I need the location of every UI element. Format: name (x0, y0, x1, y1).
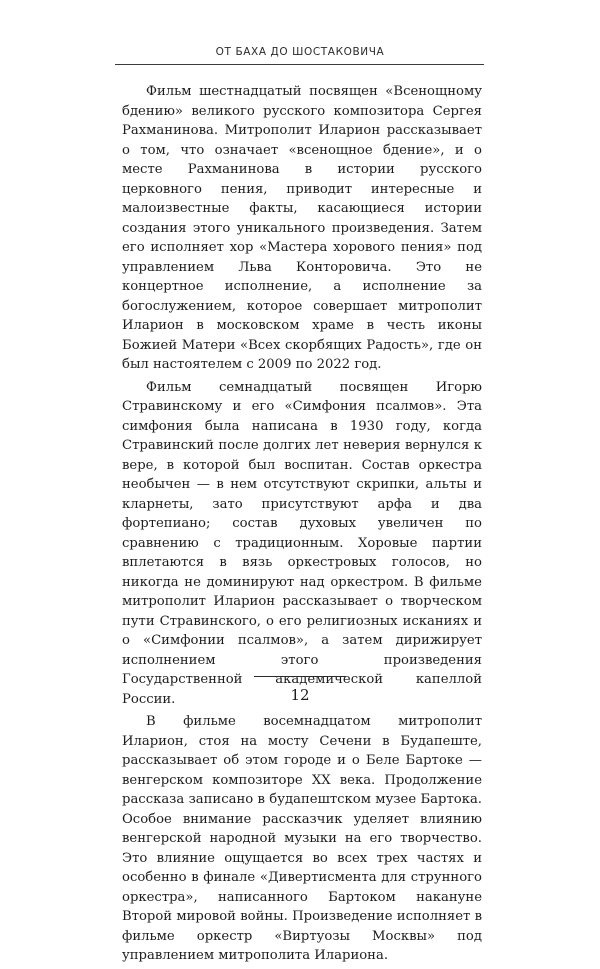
paragraph: В фильме восемнадцатом митрополит Иларион, стоя на мосту Сечени в Будапеште, рассказывает об этом городе и о Беле Бартоке — венгерском композиторе XX века. Продолжение рассказа записано в будапештском музее Бартока. Особое внимание рассказчик уделяет влиянию венгерской народной музыки на его творчество. Это влияние ощущается во всех трех частях и особенно в финале «Дивертисмента для струнного оркестра», написанного Бартоком накануне Второй мировой войны. Произведение исполняет в фильме оркестр «Виртуозы Москвы» под управлением митрополита Илариона. (122, 714, 482, 963)
paragraph: Фильм шестнадцатый посвящен «Всенощному бдению» великого русского композитора Сергея Рахманинова. Митрополит Иларион рассказывает о том, что означает «всенощное бдение», и о месте Рахманинова в истории русского церковного пения, приводит интересные и малоизвестные факты, касающиеся истории создания этого уникального произведения. Затем его исполняет хор «Мастера хорового пения» под управлением Льва Конторовича. Это не концертное исполнение, а исполнение за богослужением, которое совершает митрополит Иларион в московском храме в честь иконы Божией Матери «Всех скорбящих Радость», где он был настоятелем с 2009 по 2022 год. (122, 84, 482, 372)
running-head-title: ОТ БАХА ДО ШОСТАКОВИЧА (215, 46, 385, 58)
body-text (122, 82, 482, 969)
paragraph: Фильм семнадцатый посвящен Игорю Стравинскому и его «Симфония псалмов». Эта симфония была написана в 1930 году, когда Стравинский после долгих лет неверия вернулся к вере, в которой был воспитан. Состав оркестра необычен — в нем отсутствуют скрипки, альты и кларнеты, зато присутствуют арфа и два фортепиано; состав духовых увеличен по сравнению с традиционным. Хоровые партии вплетаются в вязь оркестровых голосов, но никогда не доминируют над оркестром. В фильме митрополит Иларион рассказывает о творческом пути Стравинского, о его религиозных исканиях и о «Симфонии псалмов», а затем дирижирует исполнением этого произведения Государственной академической капеллой России. (122, 379, 482, 707)
footer-rule (254, 676, 346, 677)
page-number: 12 (290, 686, 310, 704)
header-rule (115, 64, 484, 65)
